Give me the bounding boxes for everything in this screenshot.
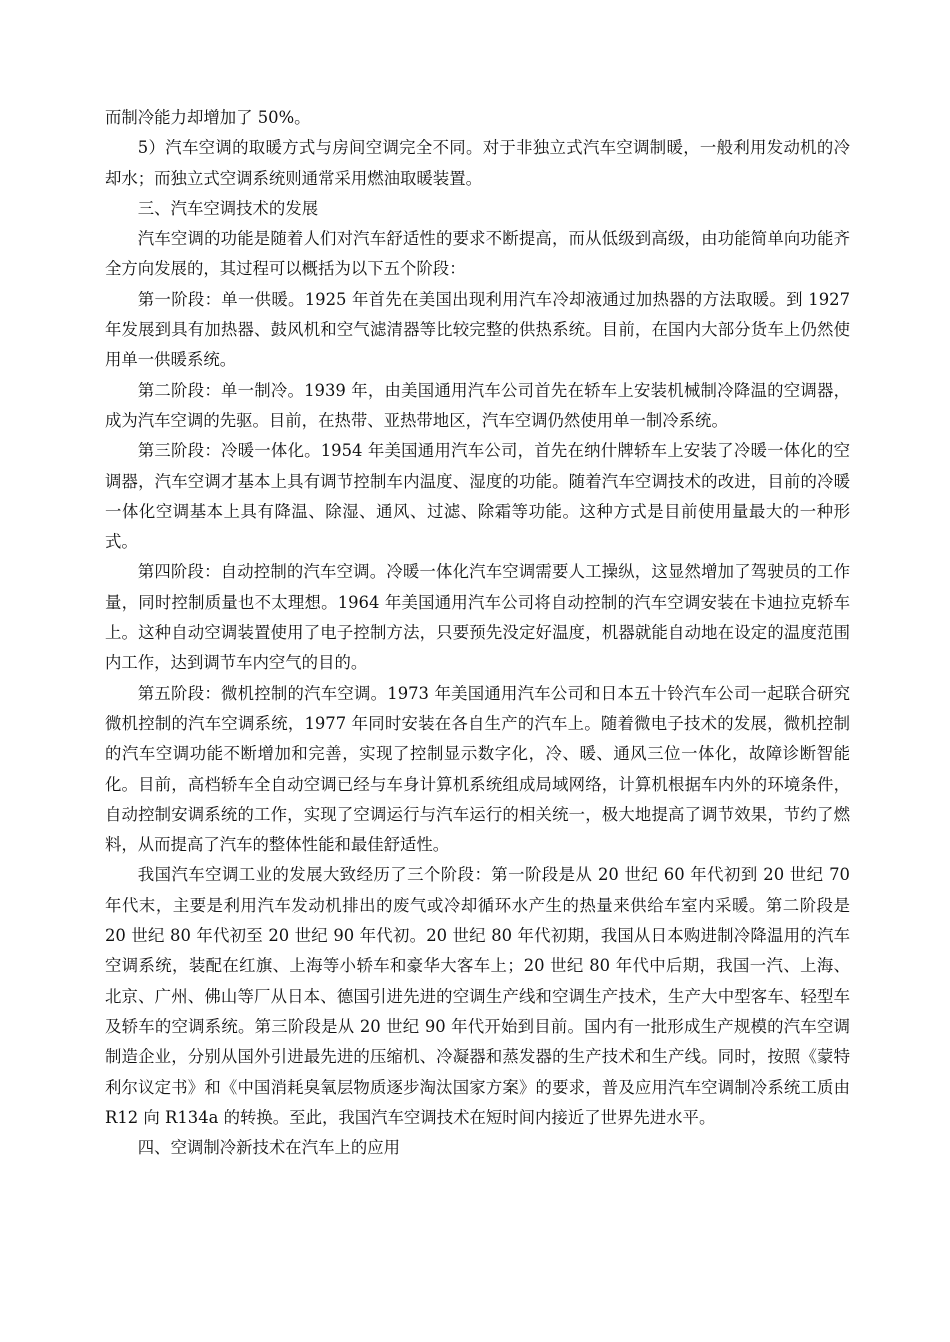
document-page bbox=[105, 103, 850, 1163]
paragraph-heating-methods: 5）汽车空调的取暖方式与房间空调完全不同。对于非独立式汽车空调制暖，一般利用发动机的冷却水；而独立式空调系统则通常采用燃油取暖装置。 bbox=[105, 138, 850, 188]
paragraph-china-history: 我国汽车空调工业的发展大致经历了三个阶段：第一阶段是从 20 世纪 60 年代初到 20 世纪 70 年代末，主要是利用汽车发动机排出的废气或冷却循环水产生的热量来供给车室内采暖。第二阶段是 20 世纪 80 年代初至 20 世纪 90 年代初。20 世纪 80 年代初期，我国从日本购进制冷降温用的汽车空调系统，装配在红旗、上海等小轿车和豪华大客车上；20 世纪 80 年代中后期，我国一汽、上海、北京、广州、佛山等厂从日本、德国引进先进的空调生产线和空调生产技术，生产大中型客车、轻型车及轿车的空调系统。第三阶段是从 20 世纪 90 年代开始到目前。国内有一批形成生产规模的汽车空调制造企业，分别从国外引进最先进的压缩机、冷凝器和蒸发器的生产技术和生产线。同时，按照《蒙特利尔议定书》和《中国消耗臭氧层物质逐步淘汰国家方案》的要求，普及应用汽车空调制冷系统工质由 R12 向 R134a 的转换。至此，我国汽车空调技术在短时间内接近了世界先进水平。 bbox=[105, 865, 850, 1127]
paragraph-stage-one: 第一阶段：单一供暖。1925 年首先在美国出现利用汽车冷却液通过加热器的方法取暖。到 1927 年发展到具有加热器、鼓风机和空气滤清器等比较完整的供热系统。目前，在国内大部分货车上仍然使用单一供暖系统。 bbox=[105, 289, 850, 370]
paragraph-continuation: 而制冷能力却增加了 50%。 bbox=[105, 108, 311, 127]
paragraph-development-intro: 汽车空调的功能是随着人们对汽车舒适性的要求不断提高，而从低级到高级，由功能简单向功能齐全方向发展的，其过程可以概括为以下五个阶段： bbox=[105, 229, 850, 279]
section-heading-development: 三、汽车空调技术的发展 bbox=[137, 198, 319, 218]
paragraph-stage-four: 第四阶段：自动控制的汽车空调。冷暖一体化汽车空调需要人工操纵，这显然增加了驾驶员的工作量，同时控制质量也不太理想。1964 年美国通用汽车公司将自动控制的汽车空调安装在卡迪拉克轿车上。这种自动空调装置使用了电子控制方法，只要预先没定好温度，机器就能自动地在设定的温度范围内工作，达到调节车内空气的目的。 bbox=[105, 562, 850, 673]
section-heading-new-tech: 四、空调制冷新技术在汽车上的应用 bbox=[137, 1138, 401, 1158]
paragraph-stage-five: 第五阶段：微机控制的汽车空调。1973 年美国通用汽车公司和日本五十铃汽车公司一起联合研究微机控制的汽车空调系统，1977 年同时安装在各自生产的汽车上。随着微电子技术的发展，微机控制的汽车空调功能不断增加和完善，实现了控制显示数字化，冷、暖、通风三位一体化，故障诊断智能化。目前，高档轿车全自动空调已经与车身计算机系统组成局域网络，计算机根据车内外的环境条件，自动控制安调系统的工作，实现了空调运行与汽车运行的相关统一，极大地提高了调节效果，节约了燃料，从而提高了汽车的整体性能和最佳舒适性。 bbox=[105, 683, 850, 855]
paragraph-stage-two: 第二阶段：单一制冷。1939 年，由美国通用汽车公司首先在轿车上安装机械制冷降温的空调器，成为汽车空调的先驱。目前，在热带、亚热带地区，汽车空调仍然使用单一制冷系统。 bbox=[105, 380, 850, 430]
paragraph-stage-three: 第三阶段：冷暖一体化。1954 年美国通用汽车公司，首先在纳什牌轿车上安装了冷暖一体化的空调器，汽车空调才基本上具有调节控制车内温度、湿度的功能。随着汽车空调技术的改进，目前的冷暖一体化空调基本上具有降温、除湿、通风、过滤、除霜等功能。这种方式是目前使用量最大的一种形式。 bbox=[105, 441, 850, 552]
